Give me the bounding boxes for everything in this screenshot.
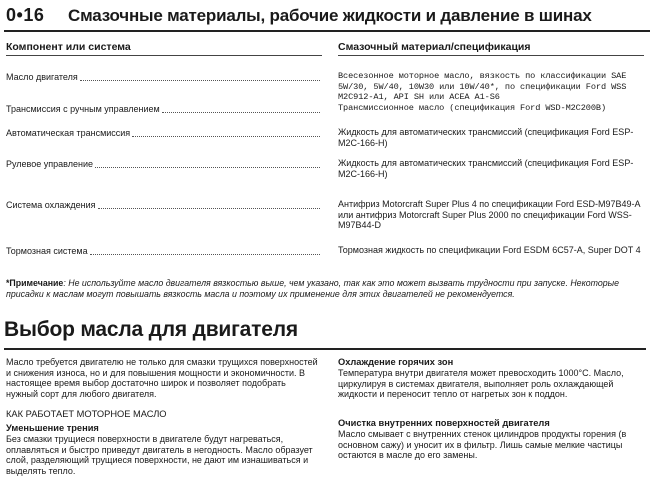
row-spec-cooling: Антифриз Motorcraft Super Plus 4 по спецификации Ford ESD-M97B49-A или антифриз Motorcraft Super Plus 2000 по спецификации Ford WSS-M97B44-D — [338, 199, 640, 230]
subheading-friction: Уменьшение трения — [6, 423, 99, 433]
leader-dots — [90, 253, 320, 255]
section-rule — [4, 348, 646, 350]
row-label-engine-oil: Масло двигателя — [6, 72, 78, 82]
leader-dots — [162, 111, 320, 113]
paragraph-cooling: Температура внутри двигателя может превосходить 1000°С. Масло, циркулируя в системах двигателя, выполняет роль охлаждающей жидкости и переносит тепло от нагретых зон к поддон. — [338, 368, 624, 400]
paragraph-friction: Без смазки трущиеся поверхности в двигателе будут нагреваться, оплавляться и быстро приведут двигатель в негодность. Масло образует слой, разделяющий трущиеся поверхности, не дают им изнашиваться и выделять тепло. — [6, 434, 313, 476]
table-row-name — [6, 159, 322, 170]
table-row-name — [6, 72, 322, 83]
row-spec-steering: Жидкость для автоматических трансмиссий (спецификация Ford ESP-M2C-166-H) — [338, 158, 634, 179]
subheading-cleaning: Очистка внутренних поверхностей двигателя — [338, 418, 550, 428]
caps-heading: КАК РАБОТАЕТ МОТОРНОЕ МАСЛО — [6, 409, 167, 419]
table-row-name — [6, 104, 322, 115]
intro-paragraph: Масло требуется двигателю не только для смазки трущихся поверхностей и снижения износа, но и для повышения мощности и экономичности. В настоящее время выбор достаточно широк и позволяет подобрать нужный сорт для любого двигателя. — [6, 357, 318, 399]
row-label-manual-transmission: Трансмиссия с ручным управлением — [6, 104, 160, 114]
column-rule-left — [6, 55, 322, 56]
row-label-steering: Рулевое управление — [6, 159, 93, 169]
page-title: Смазочные материалы, рабочие жидкости и давление в шинах — [68, 6, 592, 25]
row-spec-engine-oil: Всесезонное моторное масло, вязкость по классификации SAE 5W/30, 5W/40, 10W30 или 10W/40*, по спецификации Ford WSS M2C912-A1, API SH или ACEA A1-S6 — [338, 71, 627, 102]
row-label-cooling: Система охлаждения — [6, 200, 96, 210]
footnote-text: : Не используйте масло двигателя вязкостью выше, чем указано, так как это может вызвать трудности при запуске. Некоторые присадки к маслам могут повышать вязкость масла и поэтому их применение для этих двигателей не рекомендуется. — [6, 278, 619, 299]
row-spec-brakes: Тормозная жидкость по спецификации Ford ESDM 6C57-A, Super DOT 4 — [338, 245, 641, 255]
footnote-label: *Примечание — [6, 278, 64, 288]
row-spec-manual-transmission: Трансмиссионное масло (спецификация Ford WSD-M2C200B) — [338, 103, 607, 113]
header-rule — [4, 30, 650, 32]
column-header-component: Компонент или система — [6, 41, 131, 53]
table-row-name — [6, 128, 322, 139]
leader-dots — [132, 135, 320, 137]
footnote — [6, 278, 646, 300]
page-header — [4, 3, 646, 29]
leader-dots — [80, 79, 320, 81]
row-label-automatic-transmission: Автоматическая трансмиссия — [6, 128, 131, 138]
leader-dots — [98, 207, 320, 209]
table-row-name — [6, 200, 322, 211]
page-number: 0•16 — [6, 5, 45, 25]
subheading-cooling: Охлаждение горячих зон — [338, 357, 454, 367]
section-title: Выбор масла для двигателя — [4, 318, 298, 341]
row-label-brakes: Тормозная система — [6, 246, 88, 256]
column-header-spec: Смазочный материал/спецификация — [338, 41, 531, 53]
paragraph-cleaning: Масло смывает с внутренних стенок цилиндров продукты горения (в основном сажу) и уносит их в фильтр. Лишь самые мелкие частицы остаются в масле до его замены. — [338, 429, 627, 461]
leader-dots — [95, 166, 320, 168]
table-row-name — [6, 246, 322, 257]
column-rule-right — [338, 55, 644, 56]
row-spec-automatic-transmission: Жидкость для автоматических трансмиссий (спецификация Ford ESP-M2C-166-H) — [338, 127, 634, 148]
